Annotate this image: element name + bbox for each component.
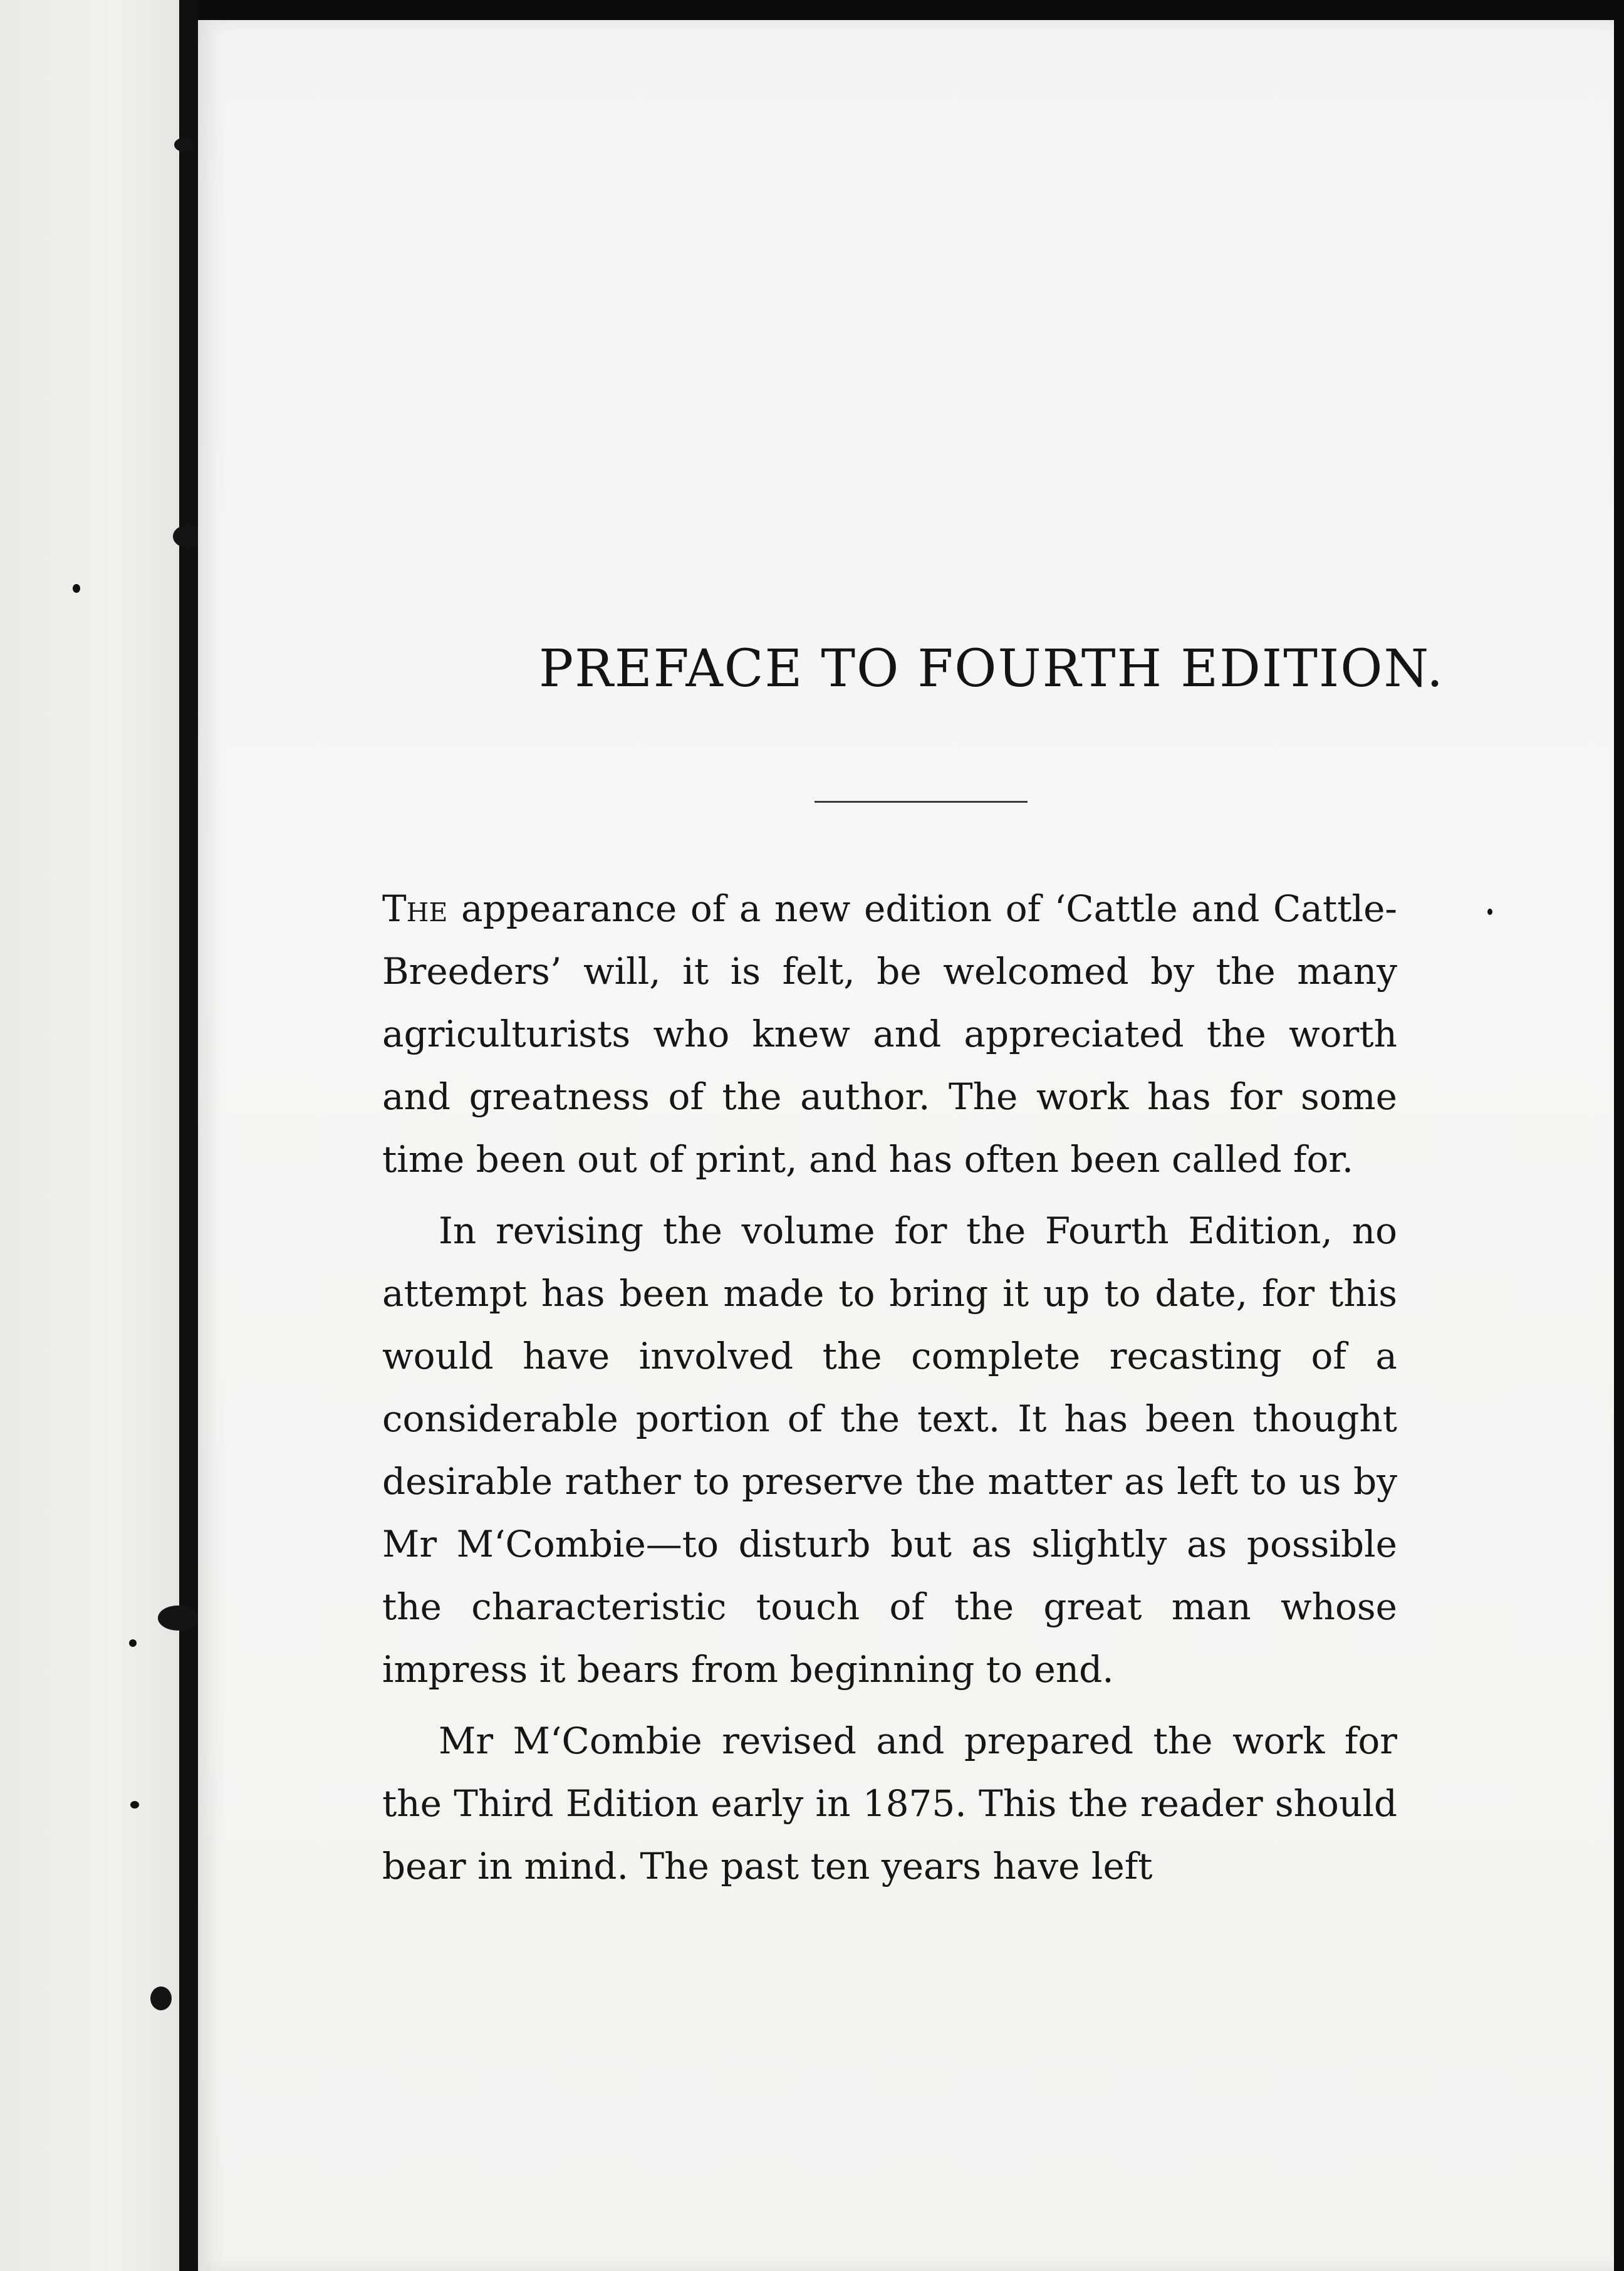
preface-text <box>382 877 1397 1906</box>
paragraph: In revising the volume for the Fourth Edition, no attempt has been made to bring it up to date, for this would have involved the complete recasting of a considerable portion of the text. It has been thought desirable rather to preserve the matter as left to us by Mr M‘Combie—to disturb but as slightly as possible the characteristic touch of the great man whose impress it bears from beginning to end. <box>382 1209 1397 1691</box>
scan-top-border <box>0 0 1624 20</box>
page-title: PREFACE TO FOURTH EDITION. <box>539 639 1445 699</box>
paragraph <box>382 877 1397 1191</box>
binding-stitch-mark <box>158 1605 198 1631</box>
scan-right-border <box>1614 0 1624 2271</box>
paragraph-lead: The <box>382 887 448 930</box>
facing-page-edge <box>0 0 188 2271</box>
ink-speck <box>1487 909 1492 915</box>
paragraph: Mr M‘Combie revised and prepared the work for the Third Edition early in 1875. This the reader should bear in mind. The past ten years have left <box>382 1720 1397 1887</box>
binding-gutter <box>179 0 198 2271</box>
binding-stitch-mark <box>174 138 193 152</box>
ink-speck <box>130 1801 139 1809</box>
ink-speck <box>129 1639 137 1647</box>
title-rule <box>815 801 1028 803</box>
ink-speck <box>73 584 80 593</box>
binding-stitch-mark <box>150 1986 172 2010</box>
paragraph-text: appearance of a new edition of ‘Cattle and Cattle-Breeders’ will, it is felt, be welcomed by the many agriculturists who knew and appreciated the worth and greatness of the author. The work has for some time been out of print, and has often been called for. <box>382 887 1397 1181</box>
